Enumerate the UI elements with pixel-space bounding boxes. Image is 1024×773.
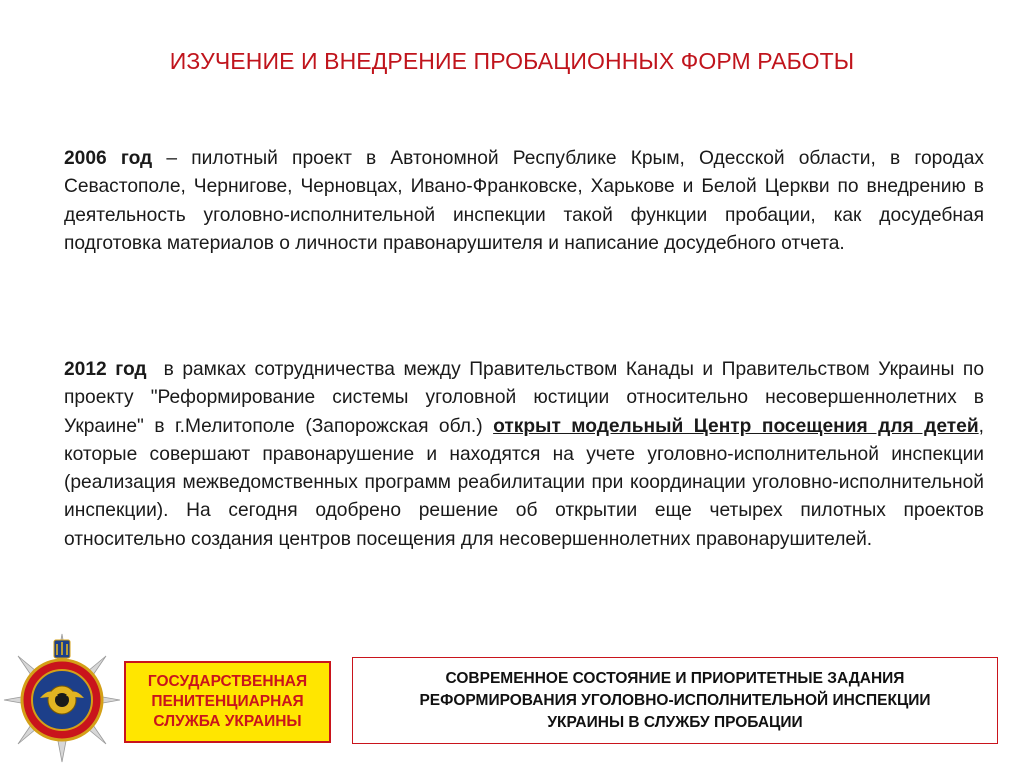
penitentiary-service-emblem-icon xyxy=(0,628,124,768)
model-center-highlight: открыт модельный Центр посещения для детей xyxy=(493,415,979,437)
service-name-box xyxy=(124,661,331,743)
paragraph-2012 xyxy=(64,356,990,554)
year-2012: 2012 год xyxy=(64,359,147,380)
subtitle-line-2: РЕФОРМИРОВАНИЯ УГОЛОВНО-ИСПОЛНИТЕЛЬНОЙ ИНСПЕКЦИИ xyxy=(419,691,931,709)
service-name-line-1: ГОСУДАРСТВЕННАЯ xyxy=(147,673,308,690)
paragraph-2012-text-after: , которые совершают правонарушение и находятся на учете уголовно-исполнительной инспекции (реализация межведомственных программ реабилитации при координации уголовно-исполнительной инспекции). На сегодня одобрено решение об открытии еще четырех пилотных проектов относительно создания центров посещения для несовершеннолетних правонарушителей. xyxy=(64,415,984,550)
subtitle-line-3: УКРАИНЫ В СЛУЖБУ ПРОБАЦИИ xyxy=(547,713,803,731)
year-2006: 2006 год xyxy=(64,148,153,169)
service-name-line-3: СЛУЖБА УКРАИНЫ xyxy=(153,713,302,730)
subtitle-line-1: СОВРЕМЕННОЕ СОСТОЯНИЕ И ПРИОРИТЕТНЫЕ ЗАДАНИЯ xyxy=(445,669,905,687)
paragraph-2006-text: – пилотный проект в Автономной Республике Крым, Одесской области, в городах Севастополе, Чернигове, Черновцах, Ивано-Франковске, Харькове и Белой Церкви по внедрению в деятельность уголовно-исполнительной инспекции такой функции пробации, как досудебная подготовка материалов о личности правонарушителя и написание досудебного отчета. xyxy=(64,148,984,254)
presentation-subtitle-box xyxy=(352,657,998,744)
paragraph-2006 xyxy=(64,145,984,258)
service-name-line-2: ПЕНИТЕНЦИАРНАЯ xyxy=(151,693,304,710)
paragraph-2012-text-before: в рамках сотрудничества между Правительством Канады и Правительством Украины по проекту "Реформирование системы уголовной юстиции относительно несовершеннолетних в Украине" в г.Мелитополе (Запорожская обл.) xyxy=(64,359,990,437)
slide-title: ИЗУЧЕНИЕ И ВНЕДРЕНИЕ ПРОБАЦИОННЫХ ФОРМ РАБОТЫ xyxy=(169,48,855,74)
